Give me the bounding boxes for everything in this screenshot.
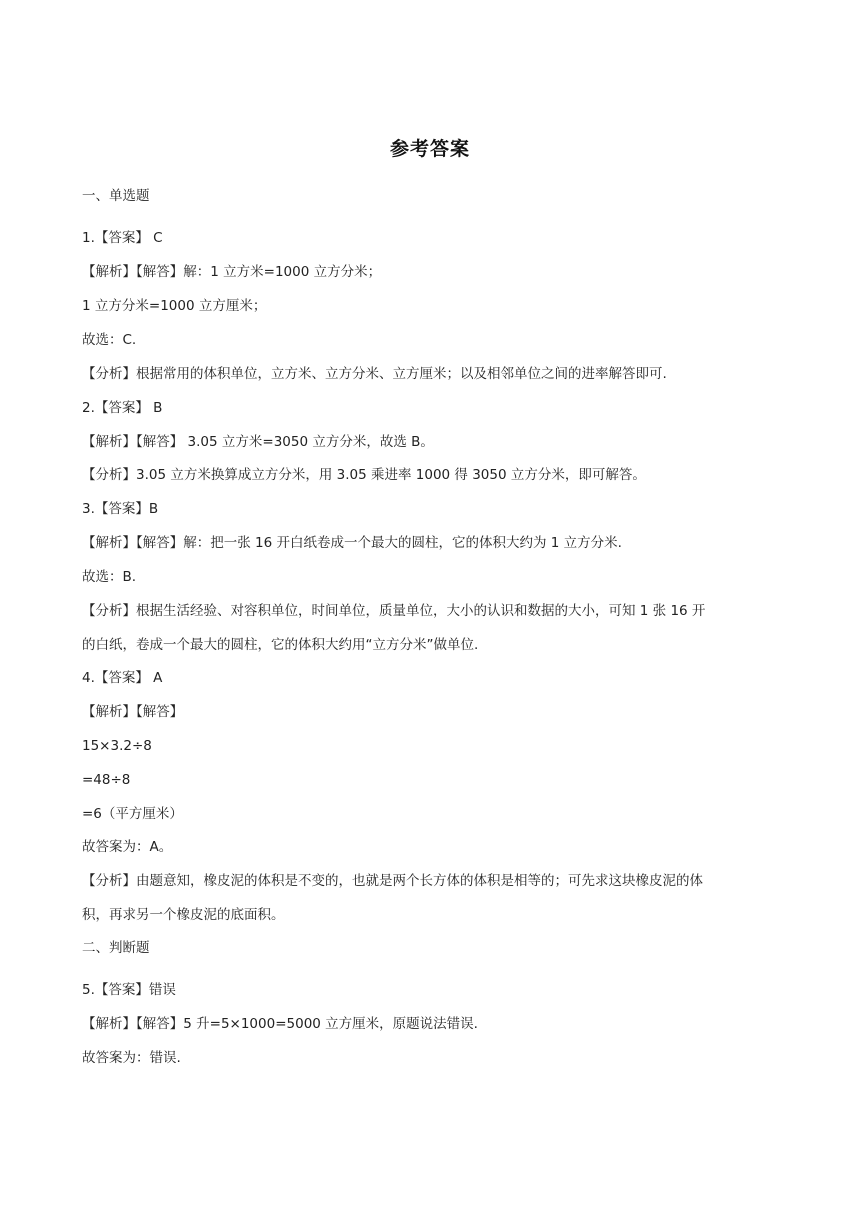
explanation-line: 【解析】【解答】5 升=5×1000=5000 立方厘米，原题说法错误. bbox=[82, 1016, 478, 1032]
calculation-line: =48÷8 bbox=[82, 772, 131, 788]
choice-line: 故答案为：A。 bbox=[82, 839, 173, 855]
analysis-line: 【分析】根据常用的体积单位，立方米、立方分米、立方厘米；以及相邻单位之间的进率解答即可. bbox=[82, 366, 667, 382]
analysis-line: 【分析】由题意知，橡皮泥的体积是不变的，也就是两个长方体的体积是相等的；可先求这块橡皮泥的体 bbox=[82, 873, 703, 889]
explanation-line: 【解析】【解答】解：1 立方米=1000 立方分米； bbox=[82, 264, 382, 280]
explanation-line: 【解析】【解答】解：把一张 16 开白纸卷成一个最大的圆柱，它的体积大约为 1 立方分米. bbox=[82, 535, 622, 551]
analysis-line: 【分析】根据生活经验、对容积单位，时间单位，质量单位，大小的认识和数据的大小，可知 1 张 16 开 bbox=[82, 603, 706, 619]
answer-line-q1: 1.【答案】 C bbox=[82, 230, 163, 246]
analysis-line: 【分析】3.05 立方米换算成立方分米，用 3.05 乘进率 1000 得 3050 立方分米，即可解答。 bbox=[82, 467, 646, 483]
answer-line-q3: 3.【答案】B bbox=[82, 501, 159, 517]
section-heading-single-choice: 一、单选题 bbox=[82, 188, 150, 204]
choice-line: 故答案为：错误. bbox=[82, 1050, 181, 1066]
choice-line: 故选：B. bbox=[82, 569, 137, 585]
page-title: 参考答案 bbox=[389, 138, 470, 160]
calculation-line: 15×3.2÷8 bbox=[82, 738, 152, 754]
analysis-line-continued: 积，再求另一个橡皮泥的底面积。 bbox=[82, 907, 285, 923]
explanation-line: 【解析】【解答】 bbox=[82, 704, 184, 720]
answer-line-q2: 2.【答案】 B bbox=[82, 400, 163, 416]
explanation-line: 1 立方分米=1000 立方厘米； bbox=[82, 298, 267, 314]
section-heading-true-false: 二、判断题 bbox=[82, 940, 150, 956]
choice-line: 故选：C. bbox=[82, 332, 137, 348]
calculation-line: =6（平方厘米） bbox=[82, 806, 183, 822]
answer-line-q5: 5.【答案】错误 bbox=[82, 982, 176, 998]
explanation-line: 【解析】【解答】 3.05 立方米=3050 立方分米，故选 B。 bbox=[82, 434, 434, 450]
analysis-line-continued: 的白纸，卷成一个最大的圆柱，它的体积大约用“立方分米”做单位. bbox=[82, 637, 479, 653]
answer-line-q4: 4.【答案】 A bbox=[82, 670, 163, 686]
